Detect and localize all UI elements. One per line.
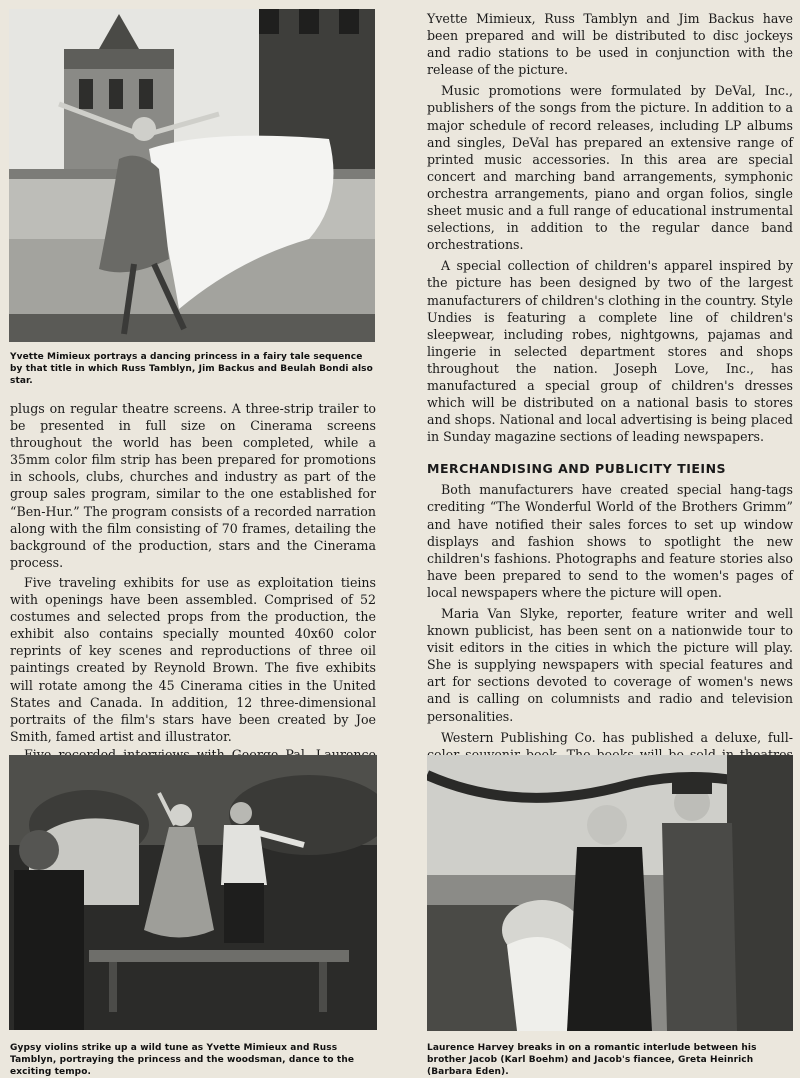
section-heading: MERCHANDISING AND PUBLICITY TIEINS — [427, 461, 727, 477]
photo-gypsy-dance — [9, 755, 377, 1030]
paragraph: plugs on regular theatre screens. A three-strip trailer to be presented in full size on Cinerama screens throughout the world has been completed, while a 35mm color film strip has been prepared for promotions in schools, clubs, churches and industry as part of the group sales program, similar to the one established for “Ben-Hur.” The program consists of a recorded narration along with the film consisting of 70 frames, detailing the background of the production, stars and the Cinerama process. — [10, 401, 376, 570]
left-text-column — [10, 400, 376, 780]
photo-dancing-princess — [9, 9, 375, 342]
paragraph: Music promotions were formulated by DeVal, Inc., publishers of the songs from the picture. In addition to a major schedule of record releases, including LP albums and singles, DeVal has prepared an extensive range of printed music accessories. In this area are special concert and marching band arrangements, symphonic orchestra arrangements, piano and organ folios, single sheet music and a full range of educational instrumental selections, in addition to the regular dance band orchestrations. — [427, 83, 793, 253]
photo-romantic-interlude — [427, 755, 793, 1031]
paragraph: Yvette Mimieux, Russ Tamblyn and Jim Backus have been prepared and will be distributed to disc jockeys and radio stations to be used in conjunction with the release of the picture. — [427, 11, 793, 78]
right-text-column — [427, 10, 793, 797]
caption-gypsy-dance: Gypsy violins strike up a wild tune as Yvette Mimieux and Russ Tamblyn, portraying the princess and the woodsman, dance to the exciting tempo. — [10, 1043, 355, 1077]
paragraph: Five traveling exhibits for use as exploitation tieins with openings have been assembled. Comprised of 52 costumes and selected props from the production, the exhibit also contains specially mounted 40x60 color reprints of key scenes and reproductions of three oil paintings created by Reynold Brown. The five exhibits will rotate among the 45 Cinerama cities in the United States and Canada. In addition, 12 three-dimensional portraits of the film's stars have been created by Joe Smith, famed artist and illustrator. — [10, 574, 376, 744]
paragraph: Both manufacturers have created special hang-tags crediting “The Wonderful World of the Brothers Grimm” and have notified their sales forces to set up window displays and fashion shows to spotlight the new children's fashions. Photographs and feature stories also have been prepared to send to the women's pages of local newspapers where the picture will open. — [427, 482, 793, 600]
paragraph: A special collection of children's apparel inspired by the picture has been designed by two of the largest manufacturers of children's clothing in the country. Style Undies is featuring a complete line of children's sleepwear, including robes, nightgowns, pajamas and lingerie in selected department stores and shops throughout the nation. Joseph Love, Inc., has manufactured a special group of children's dresses which will be distributed on a national basis to stores and shops. National and local advertising is being placed in Sunday magazine sections of leading newspapers. — [427, 258, 793, 445]
caption-romantic-interlude: Laurence Harvey breaks in on a romantic interlude between his brother Jacob (Karl Boehm) and Jacob's fiancee, Greta Heinrich (Barbara Eden). — [427, 1043, 757, 1077]
caption-dancing-princess: Yvette Mimieux portrays a dancing princess in a fairy tale sequence by that title in which Russ Tamblyn, Jim Backus and Beulah Bondi also star. — [10, 352, 373, 386]
paragraph: Western Publishing Co. has published a deluxe, full- — [441, 729, 793, 745]
paragraph: Maria Van Slyke, reporter, feature writer and well known publicist, has been sent on a nationwide tour to visit editors in the cities in which the picture will play. She is supplying newspapers with special features and art for sections devoted to coverage of women's news and is calling on columnists and radio and television personalities. — [427, 606, 793, 724]
